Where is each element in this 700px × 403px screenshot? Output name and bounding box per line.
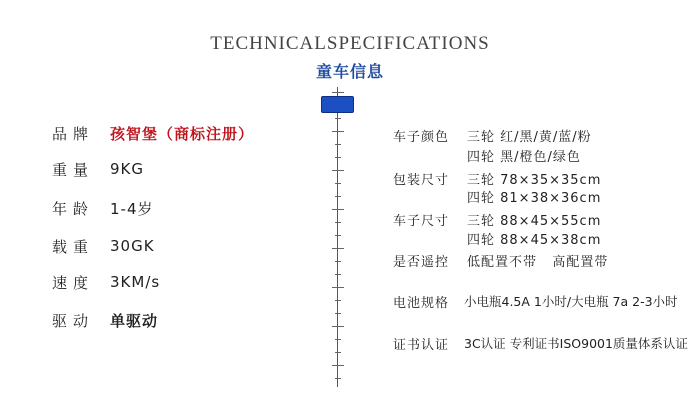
- spec-label: 年龄: [52, 199, 95, 218]
- scale-tick: [332, 365, 344, 366]
- spec-value: 孩智堡（商标注册）: [110, 124, 255, 143]
- spec-load: [52, 234, 155, 258]
- scale-tick: [335, 196, 341, 197]
- spec-color-line: 四轮 黑/橙色/绿色: [467, 150, 581, 165]
- spec-size-line: 四轮 88×45×38cm: [467, 233, 602, 248]
- spec-value: 9KG: [110, 160, 145, 178]
- spec-color-label: 车子颜色: [393, 130, 450, 145]
- scale-tick: [332, 170, 344, 171]
- spec-battery-label: 电池规格: [393, 296, 450, 311]
- scale-line: [337, 87, 338, 387]
- scale-tick: [335, 222, 341, 223]
- spec-battery-value: 小电瓶4.5A 1小时/大电瓶 7a 2-3小时: [464, 294, 678, 309]
- spec-label: 载重: [52, 237, 95, 256]
- spec-package-line: 四轮 81×38×36cm: [467, 191, 602, 206]
- spec-label: 品牌: [52, 124, 95, 143]
- scale-tick: [335, 183, 341, 184]
- spec-brand: [52, 121, 254, 145]
- spec-label: 重量: [52, 160, 95, 179]
- spec-certificate-label: 证书认证: [393, 338, 450, 353]
- spec-certificate-value: 3C认证 专利证书ISO9001质量体系认证: [464, 336, 688, 351]
- scale-tick: [335, 300, 341, 301]
- scale-tick: [335, 157, 341, 158]
- scale-tick: [335, 118, 341, 119]
- spec-value: 30GK: [110, 237, 155, 255]
- page-title-chinese: 童车信息: [315, 62, 384, 81]
- spec-label: 驱动: [52, 311, 95, 330]
- spec-value: 1-4岁: [110, 199, 154, 218]
- scale-tick: [332, 131, 344, 132]
- scale-tick: [335, 261, 341, 262]
- scale-tick: [335, 352, 341, 353]
- scale-tick: [335, 144, 341, 145]
- scale-tick: [332, 209, 344, 210]
- spec-speed: [52, 270, 160, 294]
- spec-weight: [52, 157, 144, 181]
- scale-tick: [335, 378, 341, 379]
- scale-tick: [335, 339, 341, 340]
- scale-tick: [332, 92, 344, 93]
- spec-package-line: 三轮 78×35×35cm: [467, 173, 602, 188]
- scale-tick: [332, 248, 344, 249]
- spec-size-line: 三轮 88×45×55cm: [467, 214, 602, 229]
- spec-remote-label: 是否遥控: [393, 255, 450, 270]
- spec-age: [52, 196, 154, 220]
- scale-tick: [332, 287, 344, 288]
- spec-label: 速度: [52, 273, 95, 292]
- spec-color-line: 三轮 红/黑/黄/蓝/粉: [467, 130, 592, 145]
- scale-tick: [332, 326, 344, 327]
- spec-package-label: 包装尺寸: [393, 173, 450, 188]
- spec-value: 3KM/s: [110, 273, 161, 291]
- spec-size-label: 车子尺寸: [393, 214, 450, 229]
- spec-value: 单驱动: [110, 311, 159, 330]
- spec-drive: [52, 308, 158, 332]
- scale-tick: [335, 235, 341, 236]
- scale-marker: [321, 96, 354, 113]
- spec-remote-value: 低配置不带 高配置带: [467, 255, 609, 270]
- scale-tick: [335, 274, 341, 275]
- scale-tick: [335, 313, 341, 314]
- page-title-english: TECHNICALSPECIFICATIONS: [210, 33, 490, 54]
